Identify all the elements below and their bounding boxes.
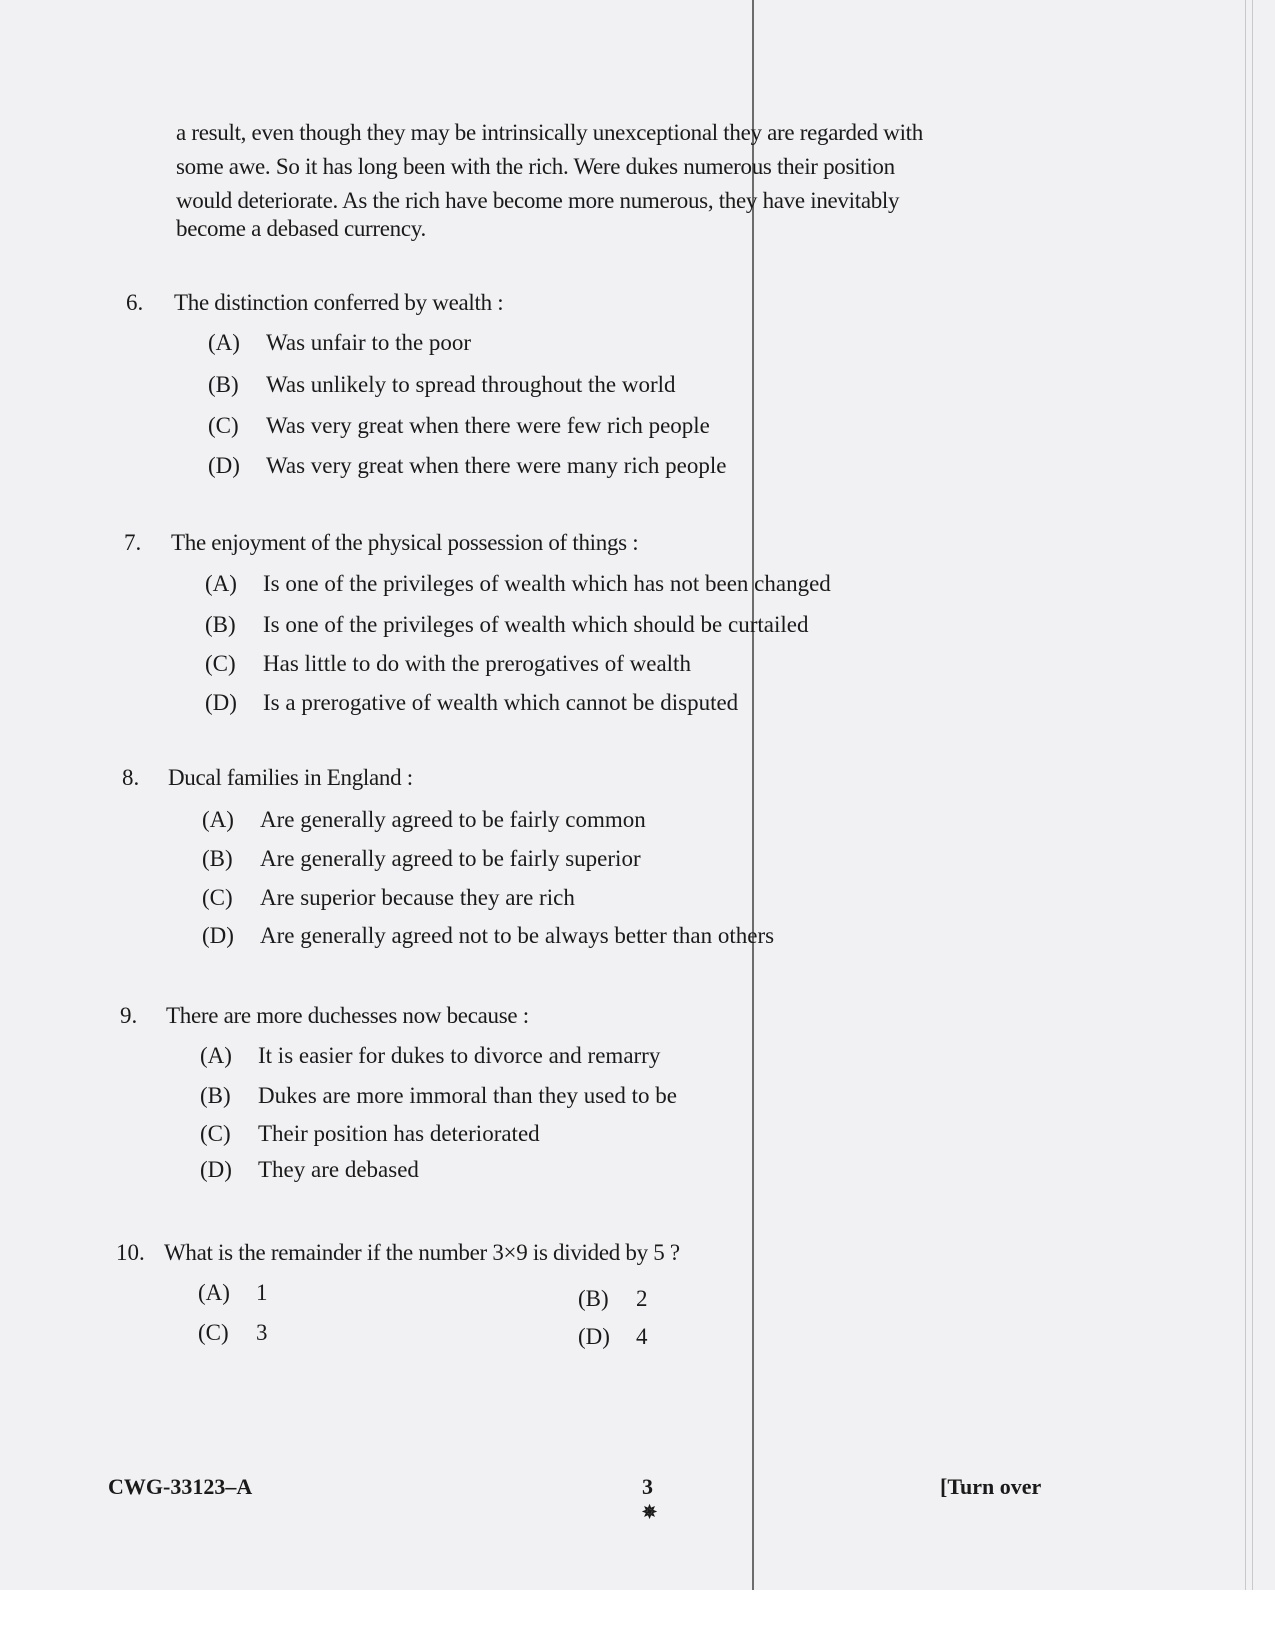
passage-line: become a debased currency. (176, 216, 426, 241)
star-mark-icon: ✵ (642, 1502, 658, 1522)
option-c: (C) Their position has deteriorated (200, 1121, 540, 1146)
option-d: (D) Is a prerogative of wealth which cannot be disputed (205, 690, 739, 715)
scan-margin (0, 1590, 1275, 1651)
option-d: (D) They are debased (200, 1157, 419, 1182)
option-c: (C) Was very great when there were few rich people (208, 413, 710, 438)
option-a: (A) Are generally agreed to be fairly common (202, 807, 646, 832)
passage-line: a result, even though they may be intrinsically unexceptional they are regarded with (176, 120, 923, 145)
page-edge (1252, 0, 1253, 1590)
fold-line (752, 0, 754, 1590)
question-text: Ducal families in England : (168, 765, 413, 790)
turn-over: [Turn over (940, 1474, 1042, 1499)
option-b: (B) Are generally agreed to be fairly superior (202, 846, 641, 871)
option-c: (C) 3 (198, 1320, 268, 1345)
question-number: 9. (120, 1003, 138, 1028)
question-text: There are more duchesses now because : (166, 1003, 529, 1028)
question-number: 7. (124, 530, 142, 555)
passage-line: some awe. So it has long been with the rich. Were dukes numerous their position (176, 154, 895, 179)
option-a: (A) Is one of the privileges of wealth which has not been changed (205, 571, 831, 596)
option-b: (B) 2 (578, 1286, 648, 1311)
page-edge (1245, 0, 1246, 1590)
option-a: (A) Was unfair to the poor (208, 330, 472, 355)
option-a: (A) 1 (198, 1280, 268, 1305)
question-number: 8. (122, 765, 140, 790)
question-text: The enjoyment of the physical possession of things : (171, 530, 639, 555)
paper-code: CWG-33123–A (108, 1474, 253, 1499)
question-text: The distinction conferred by wealth : (174, 290, 504, 315)
passage-line: would deteriorate. As the rich have become more numerous, they have inevitably (176, 188, 900, 213)
option-d: (D) 4 (578, 1324, 648, 1349)
question-text: What is the remainder if the number 3×9 is divided by 5 ? (164, 1240, 680, 1265)
page-number: 3 (642, 1474, 653, 1499)
option-a: (A) It is easier for dukes to divorce and remarry (200, 1043, 661, 1068)
option-c: (C) Are superior because they are rich (202, 885, 575, 910)
option-b: (B) Was unlikely to spread throughout the world (208, 372, 676, 397)
question-number: 6. (126, 290, 144, 315)
option-c: (C) Has little to do with the prerogatives of wealth (205, 651, 691, 676)
question-number: 10. (116, 1240, 145, 1265)
option-d: (D) Was very great when there were many rich people (208, 453, 727, 478)
option-b: (B) Is one of the privileges of wealth which should be curtailed (205, 612, 809, 637)
option-d: (D) Are generally agreed not to be always better than others (202, 923, 775, 948)
option-b: (B) Dukes are more immoral than they used to be (200, 1083, 677, 1108)
